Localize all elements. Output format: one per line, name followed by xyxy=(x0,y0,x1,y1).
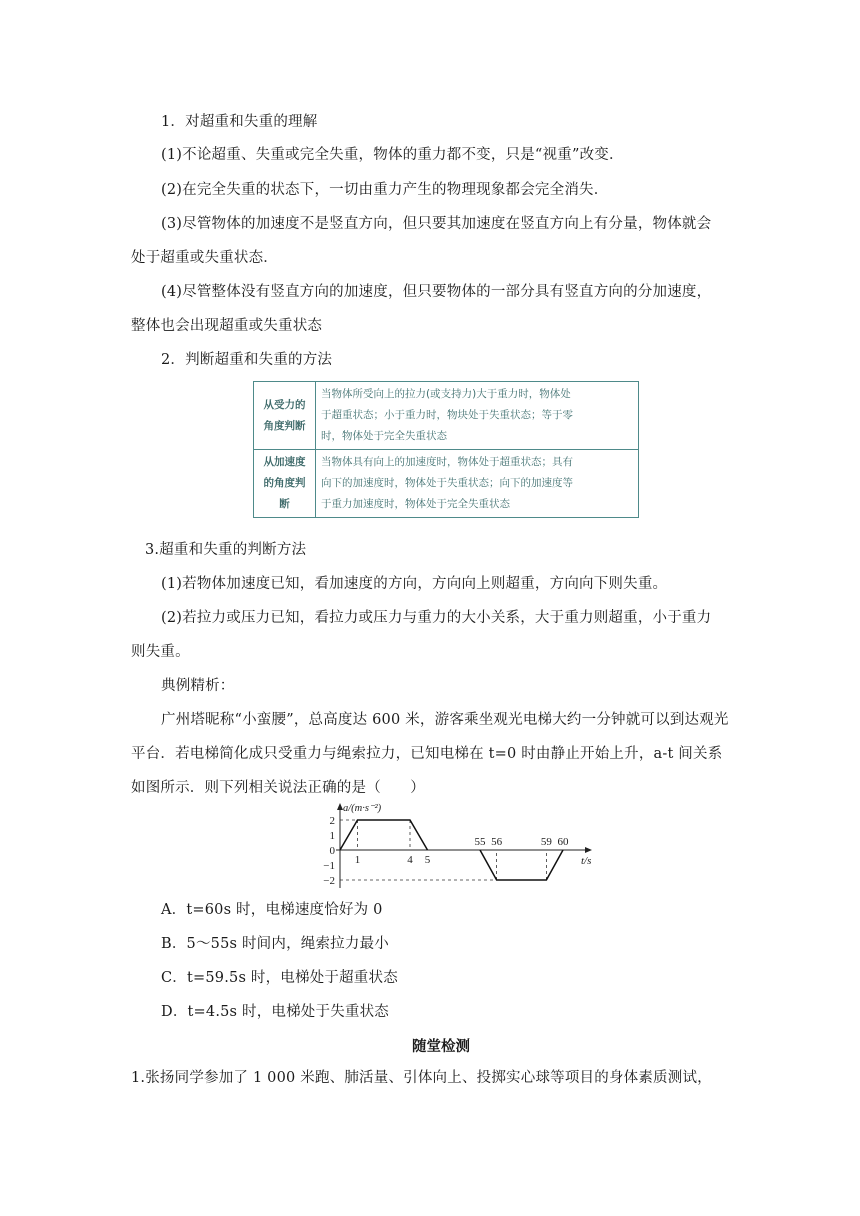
example-label: 典例精析： xyxy=(161,678,235,694)
table-cell-accel-line3: 于重力加速度时，物体处于完全失重状态 xyxy=(321,498,510,510)
table-cell-force-line1: 当物体所受向上的拉力(或支持力)大于重力时，物体处 xyxy=(321,388,571,400)
table-row xyxy=(254,382,639,450)
table-header-accel-line3: 断 xyxy=(279,498,290,510)
paragraph-3-1: (1)若物体加速度已知，看加速度的方向，方向向上则超重，方向向下则失重。 xyxy=(161,576,668,592)
example-question-line3: 如图所示．则下列相关说法正确的是（ ） xyxy=(131,780,425,796)
x-tick-label: 1 xyxy=(354,854,361,866)
paragraph-1-3-line1: (3)尽管物体的加速度不是竖直方向，但只要其加速度在竖直方向上有分量，物体就会 xyxy=(161,216,712,232)
paragraph-1-1: (1)不论超重、失重或完全失重，物体的重力都不变，只是“视重”改变． xyxy=(161,147,624,163)
table-cell-force xyxy=(316,382,639,450)
table-cell-accel-line1: 当物体具有向上的加速度时，物体处于超重状态；具有 xyxy=(321,456,573,468)
acceleration-time-chart xyxy=(318,800,592,892)
paragraph-1-2: (2)在完全失重的状态下，一切由重力产生的物理现象都会完全消失． xyxy=(161,182,609,198)
example-question-line2: 平台．若电梯简化成只受重力与绳索拉力，已知电梯在 t=0 时由静止开始上升，a-t 间关系 xyxy=(131,746,723,762)
chart-axes xyxy=(336,803,592,888)
paragraph-3-2-line2: 则失重。 xyxy=(131,644,190,660)
paragraph-1-3-line2: 处于超重或失重状态． xyxy=(131,250,278,266)
table-cell-acceleration xyxy=(316,450,639,518)
y-axis-label: a/(m·s⁻²) xyxy=(343,803,382,814)
x-tick-label: 59 xyxy=(540,836,552,848)
table-header-force-line2: 角度判断 xyxy=(263,419,306,432)
table-row xyxy=(254,450,639,518)
section-title-1: 1．对超重和失重的理解 xyxy=(161,114,318,130)
paragraph-1-4-line2: 整体也会出现超重或失重状态 xyxy=(131,318,323,334)
option-d: D．t=4.5s 时，电梯处于失重状态 xyxy=(161,1004,390,1020)
quiz-question-1: 1.张扬同学参加了 1 000 米跑、肺活量、引体向上、投掷实心球等项目的身体素质测试， xyxy=(131,1070,712,1086)
x-tick-label: 56 xyxy=(491,836,503,848)
table-cell-force-line3: 时，物体处于完全失重状态 xyxy=(321,430,447,442)
x-axis-arrow xyxy=(585,847,592,853)
y-tick-label: −2 xyxy=(323,875,335,887)
table-header-force xyxy=(254,382,316,450)
chart-labels xyxy=(323,803,591,887)
paragraph-3-2-line1: (2)若拉力或压力已知，看拉力或压力与重力的大小关系，大于重力则超重，小于重力 xyxy=(161,610,712,626)
quiz-heading: 随堂检测 xyxy=(412,1039,470,1055)
table-cell-accel-line2: 向下的加速度时，物体处于失重状态；向下的加速度等 xyxy=(321,477,573,489)
table-header-accel-line1: 从加速度 xyxy=(263,456,306,468)
table-header-acceleration xyxy=(254,450,316,518)
table-header-force-line1: 从受力的 xyxy=(263,398,306,411)
table-cell-force-line2: 于超重状态；小于重力时，物块处于失重状态；等于零 xyxy=(321,409,573,421)
option-a: A．t=60s 时，电梯速度恰好为 0 xyxy=(161,902,383,918)
judgement-table xyxy=(253,381,639,518)
y-tick-label: 2 xyxy=(329,815,335,827)
table-header-accel-line2: 的角度判 xyxy=(263,477,306,489)
y-tick-label: −1 xyxy=(323,860,335,872)
section-title-3: 3.超重和失重的判断方法 xyxy=(145,542,307,558)
x-tick-label: 4 xyxy=(407,854,413,866)
x-axis-label: t/s xyxy=(581,855,592,867)
x-tick-label: 55 xyxy=(474,836,486,848)
x-tick-label: 5 xyxy=(424,854,431,866)
y-tick-label: 1 xyxy=(329,830,335,842)
y-tick-label: 0 xyxy=(329,845,335,857)
x-tick-label: 60 xyxy=(557,836,569,848)
example-question-line1: 广州塔昵称“小蛮腰”，总高度达 600 米，游客乘坐观光电梯大约一分钟就可以到达观光 xyxy=(161,712,729,728)
option-c: C．t=59.5s 时，电梯处于超重状态 xyxy=(161,970,398,986)
option-b: B．5～55s 时间内，绳索拉力最小 xyxy=(161,936,389,952)
paragraph-1-4-line1: (4)尽管整体没有竖直方向的加速度，但只要物体的一部分具有竖直方向的分加速度， xyxy=(161,284,712,300)
section-title-2: 2．判断超重和失重的方法 xyxy=(161,352,333,368)
